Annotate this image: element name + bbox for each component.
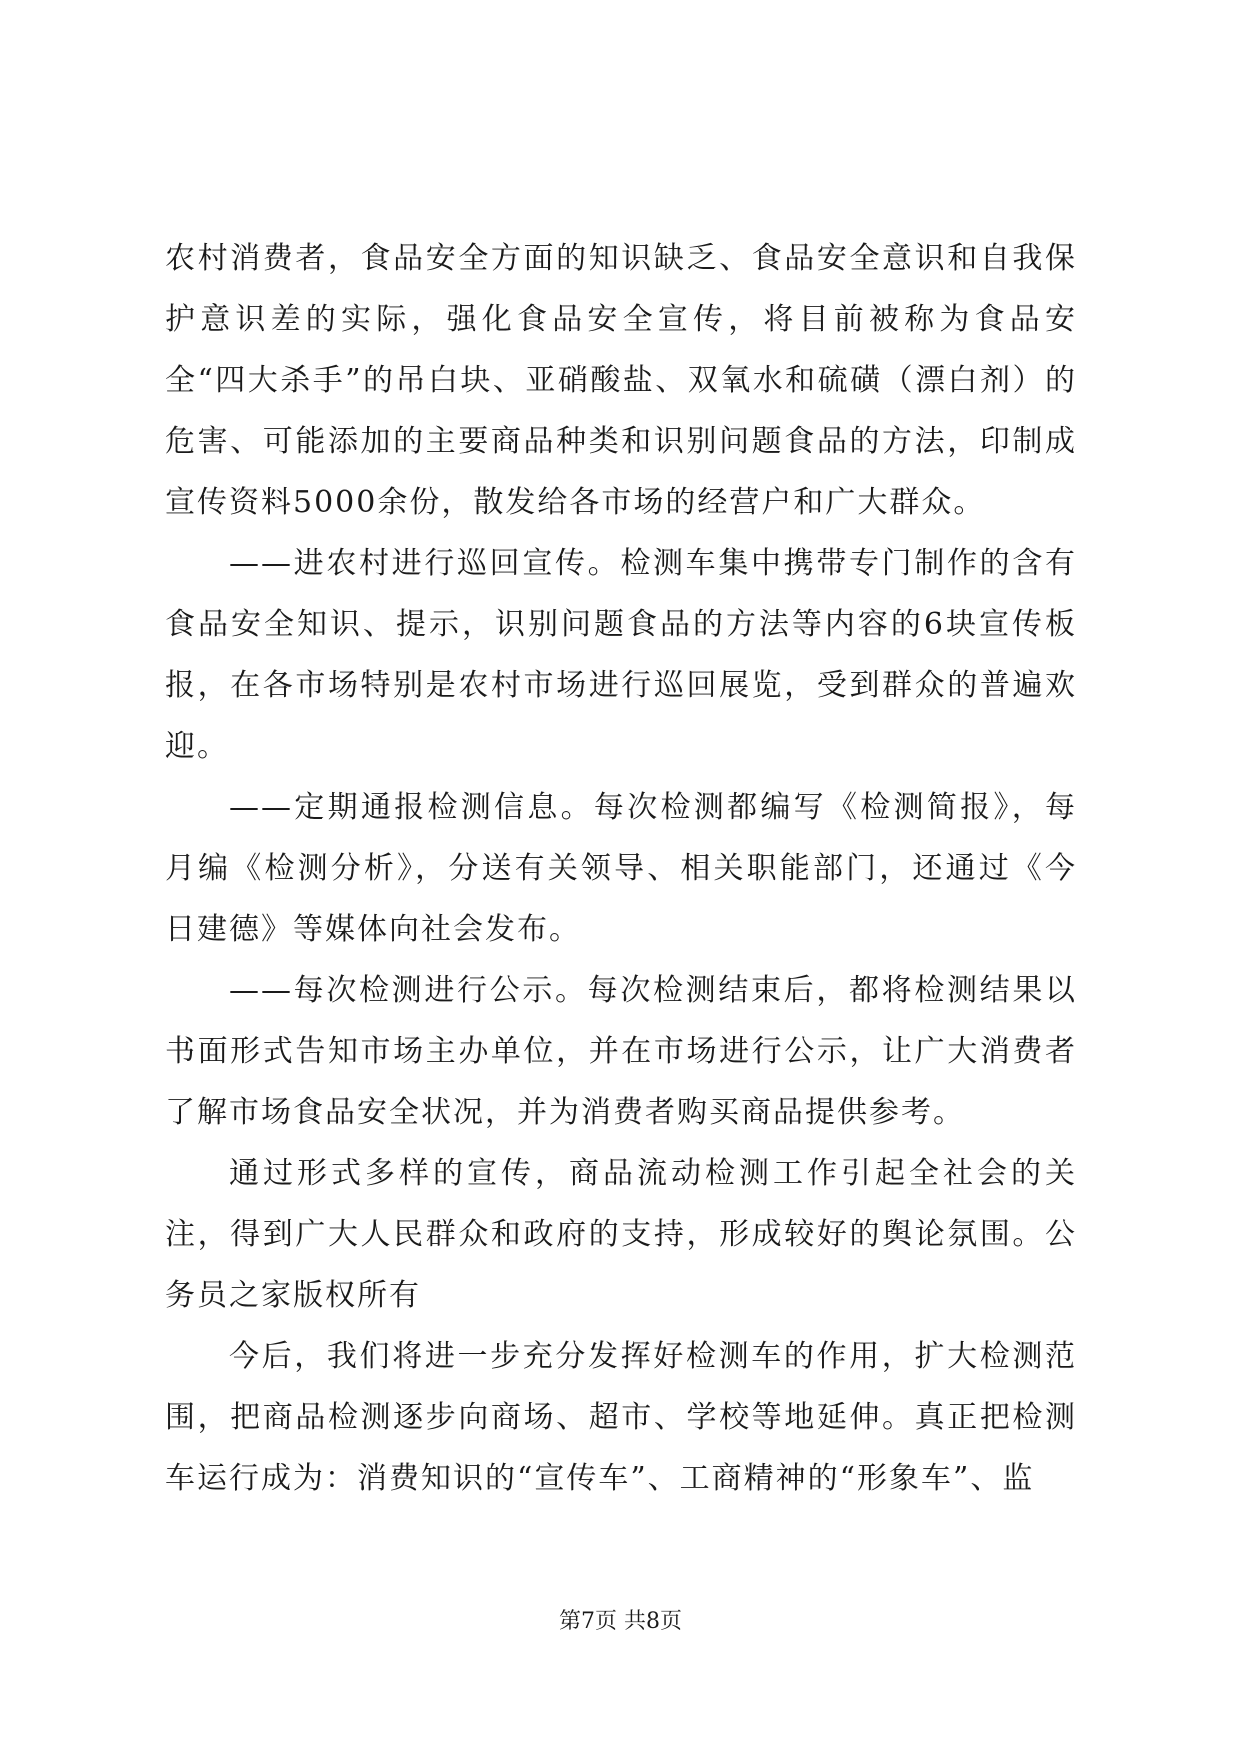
paragraph-report-info: ——定期通报检测信息。每次检测都编写《检测简报》，每月编《检测分析》，分送有关领导、相关职能部门，还通过《今日建德》等媒体向社会发布。: [165, 790, 1077, 947]
paragraph-future: 今后，我们将进一步充分发挥好检测车的作用，扩大检测范围，把商品检测逐步向商场、超市、学校等地延伸。真正把检测车运行成为：消费知识的“宣传车”、工商精神的“形象车”、监: [165, 1339, 1077, 1496]
paragraph-publicity: ——每次检测进行公示。每次检测结束后，都将检测结果以书面形式告知市场主办单位，并在市场进行公示，让广大消费者了解市场食品安全状况，并为消费者购买商品提供参考。: [165, 973, 1077, 1130]
paragraph-rural-tour: ——进农村进行巡回宣传。检测车集中携带专门制作的含有食品安全知识、提示，识别问题食品的方法等内容的6块宣传板报，在各市场特别是农村市场进行巡回展览，受到群众的普遍欢迎。: [165, 546, 1077, 764]
page-number-footer: 第7页 共8页: [559, 1609, 682, 1634]
paragraph-continued: 农村消费者，食品安全方面的知识缺乏、食品安全意识和自我保护意识差的实际，强化食品安全宣传，将目前被称为食品安全“四大杀手”的吊白块、亚硝酸盐、双氧水和硫磺（漂白剂）的危害、可能添加的主要商品种类和识别问题食品的方法，印制成宣传资料5000余份，散发给各市场的经营户和广大群众。: [165, 241, 1077, 520]
body-text: [165, 228, 1077, 1509]
paragraph-summary: 通过形式多样的宣传，商品流动检测工作引起全社会的关注，得到广大人民群众和政府的支持，形成较好的舆论氛围。公务员之家版权所有: [165, 1156, 1077, 1313]
